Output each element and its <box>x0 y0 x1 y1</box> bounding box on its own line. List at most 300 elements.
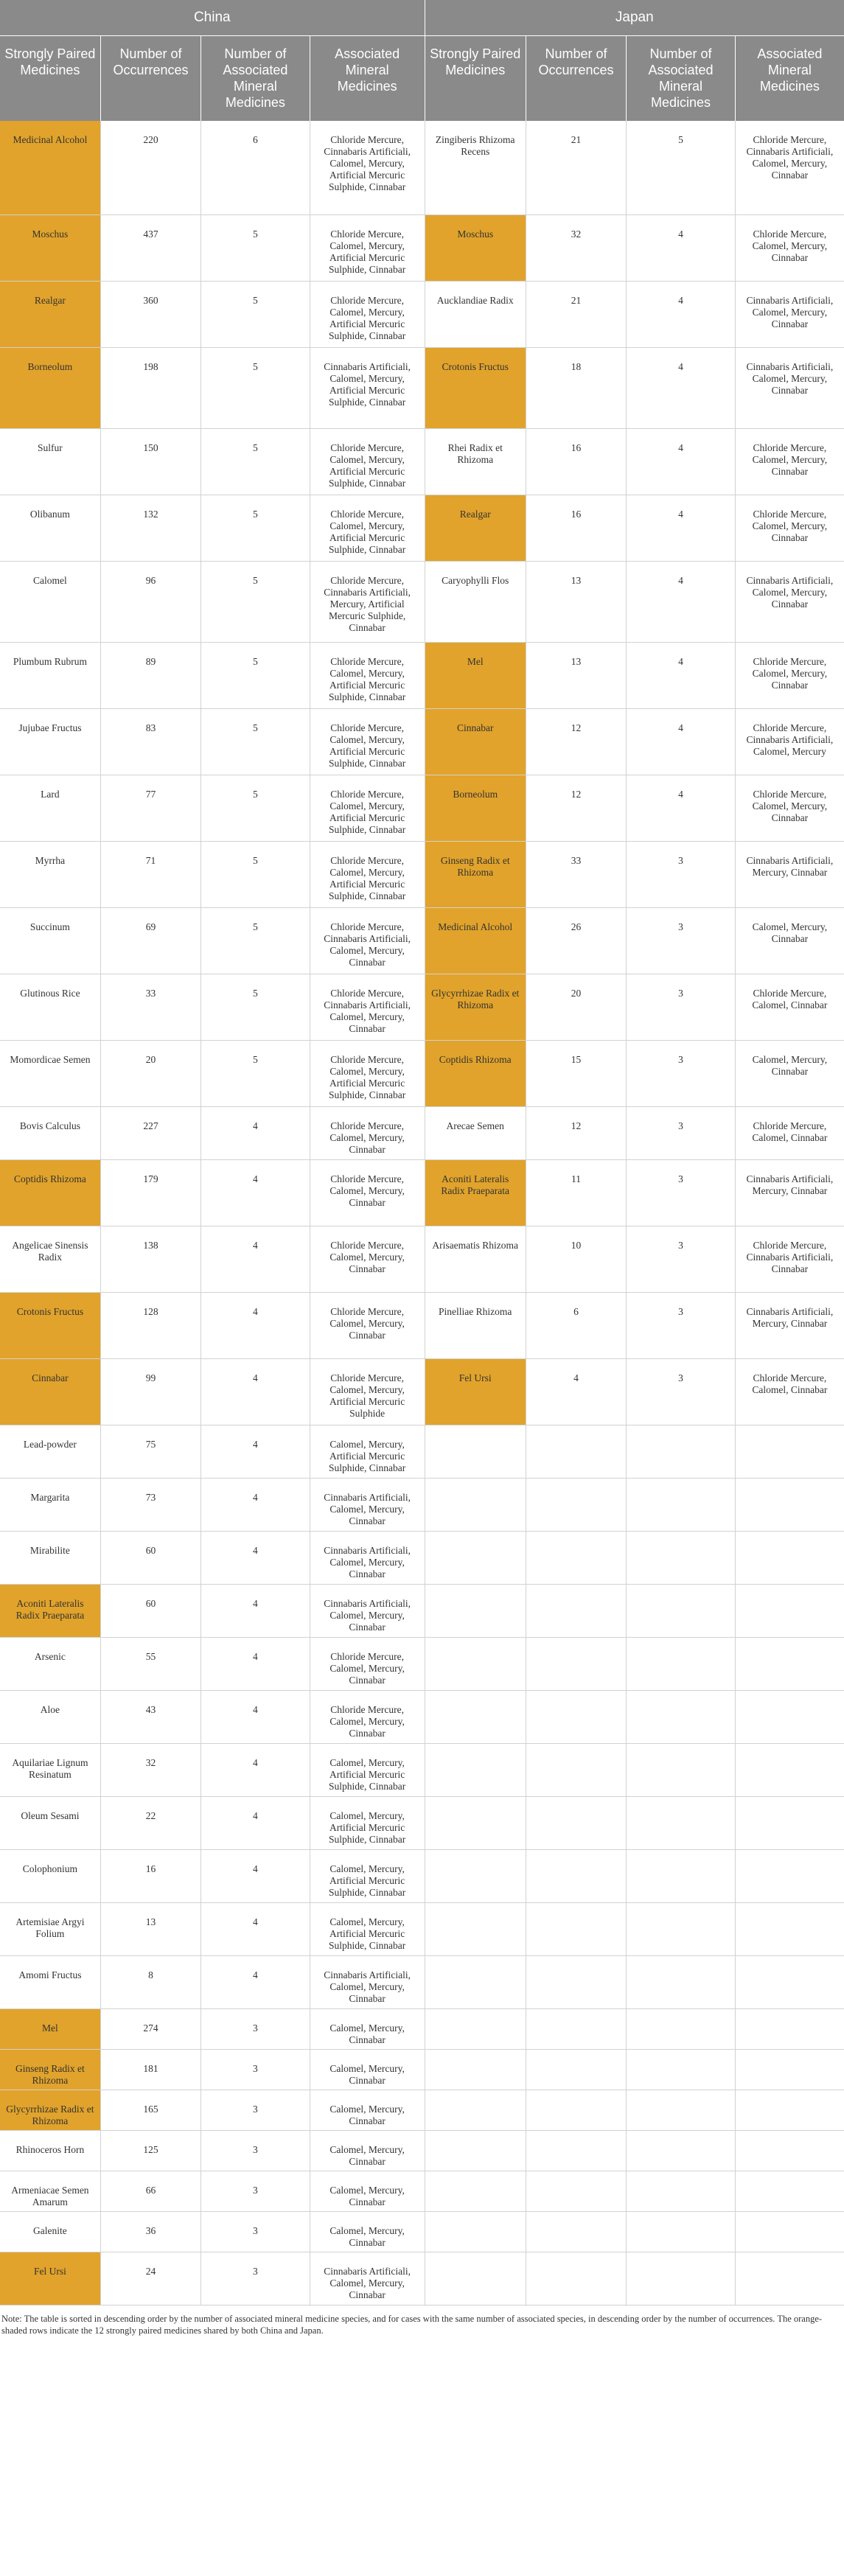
japan-count-cell <box>627 1638 736 1691</box>
china-count-cell: 5 <box>201 643 310 709</box>
china-count-cell: 3 <box>201 2212 310 2252</box>
japan-count-cell: 3 <box>627 1041 736 1107</box>
japan-occurrences-cell: 4 <box>526 1359 626 1425</box>
japan-minerals-cell: Chloride Mercure, Calomel, Mercury, Cinnabar <box>735 429 844 495</box>
china-minerals-cell: Calomel, Mercury, Cinnabar <box>310 2009 425 2050</box>
china-minerals-cell: Cinnabaris Artificiali, Calomel, Mercury, Cinnabar <box>310 1956 425 2009</box>
china-minerals-cell: Chloride Mercure, Cinnabaris Artificiali, Calomel, Mercury, Artificial Mercuric Sulphide, Cinnabar <box>310 121 425 215</box>
china-count-cell: 3 <box>201 2090 310 2131</box>
china-minerals-cell: Chloride Mercure, Cinnabaris Artificiali, Mercury, Artificial Mercuric Sulphide, Cinnabar <box>310 562 425 643</box>
japan-count-cell: 5 <box>627 121 736 215</box>
china-minerals-cell: Chloride Mercure, Calomel, Mercury, Artificial Mercuric Sulphide, Cinnabar <box>310 282 425 348</box>
china-count-cell: 6 <box>201 121 310 215</box>
japan-occurrences-cell <box>526 1479 626 1532</box>
table-row <box>0 709 844 775</box>
column-header-china-occurrences: Number of Occurrences <box>100 36 200 121</box>
japan-count-cell: 3 <box>627 1359 736 1425</box>
china-medicine-cell: Aloe <box>0 1691 100 1744</box>
japan-medicine-cell <box>425 2050 526 2090</box>
china-minerals-cell: Calomel, Mercury, Artificial Mercuric Sulphide, Cinnabar <box>310 1797 425 1850</box>
japan-minerals-cell: Chloride Mercure, Cinnabaris Artificiali, Cinnabar <box>735 1226 844 1293</box>
japan-minerals-cell: Chloride Mercure, Calomel, Mercury, Cinnabar <box>735 643 844 709</box>
table-row <box>0 1956 844 2009</box>
china-count-cell: 4 <box>201 1293 310 1359</box>
japan-minerals-cell <box>735 1744 844 1797</box>
japan-count-cell: 4 <box>627 775 736 842</box>
china-medicine-cell: Aconiti Lateralis Radix Praeparata <box>0 1585 100 1638</box>
japan-minerals-cell <box>735 2009 844 2050</box>
china-medicine-cell: Plumbum Rubrum <box>0 643 100 709</box>
china-count-cell: 3 <box>201 2009 310 2050</box>
japan-minerals-cell <box>735 1850 844 1903</box>
country-header-japan: Japan <box>425 0 844 36</box>
japan-count-cell <box>627 2131 736 2171</box>
japan-medicine-cell <box>425 2171 526 2212</box>
china-count-cell: 5 <box>201 429 310 495</box>
japan-count-cell: 3 <box>627 842 736 908</box>
japan-minerals-cell <box>735 1425 844 1479</box>
column-header-china-count: Number of Associated Mineral Medicines <box>201 36 310 121</box>
table-row <box>0 775 844 842</box>
china-medicine-cell: Cinnabar <box>0 1359 100 1425</box>
japan-occurrences-cell: 18 <box>526 348 626 429</box>
china-count-cell: 4 <box>201 1359 310 1425</box>
china-count-cell: 4 <box>201 1532 310 1585</box>
china-minerals-cell: Calomel, Mercury, Cinnabar <box>310 2212 425 2252</box>
japan-medicine-cell: Realgar <box>425 495 526 562</box>
china-occurrences-cell: 179 <box>100 1160 200 1226</box>
china-medicine-cell: Bovis Calculus <box>0 1107 100 1160</box>
china-medicine-cell: Momordicae Semen <box>0 1041 100 1107</box>
japan-occurrences-cell <box>526 2009 626 2050</box>
japan-medicine-cell <box>425 2212 526 2252</box>
table-row <box>0 2171 844 2212</box>
china-occurrences-cell: 16 <box>100 1850 200 1903</box>
china-minerals-cell: Chloride Mercure, Calomel, Mercury, Artificial Mercuric Sulphide, Cinnabar <box>310 1041 425 1107</box>
japan-minerals-cell: Cinnabaris Artificiali, Mercury, Cinnabar <box>735 1293 844 1359</box>
china-count-cell: 4 <box>201 1956 310 2009</box>
china-occurrences-cell: 20 <box>100 1041 200 1107</box>
japan-occurrences-cell <box>526 1691 626 1744</box>
japan-minerals-cell <box>735 1956 844 2009</box>
japan-medicine-cell <box>425 1903 526 1956</box>
china-count-cell: 4 <box>201 1479 310 1532</box>
japan-occurrences-cell <box>526 1903 626 1956</box>
china-medicine-cell: Borneolum <box>0 348 100 429</box>
japan-occurrences-cell: 21 <box>526 121 626 215</box>
japan-count-cell <box>627 1532 736 1585</box>
japan-occurrences-cell: 15 <box>526 1041 626 1107</box>
china-count-cell: 5 <box>201 908 310 974</box>
china-minerals-cell: Cinnabaris Artificiali, Calomel, Mercury, Artificial Mercuric Sulphide, Cinnabar <box>310 348 425 429</box>
japan-occurrences-cell <box>526 2252 626 2306</box>
japan-count-cell: 3 <box>627 974 736 1041</box>
japan-count-cell: 4 <box>627 282 736 348</box>
japan-minerals-cell <box>735 1585 844 1638</box>
china-medicine-cell: Mirabilite <box>0 1532 100 1585</box>
china-occurrences-cell: 22 <box>100 1797 200 1850</box>
china-medicine-cell: Sulfur <box>0 429 100 495</box>
japan-minerals-cell <box>735 2050 844 2090</box>
china-count-cell: 4 <box>201 1425 310 1479</box>
japan-medicine-cell: Moschus <box>425 215 526 282</box>
japan-minerals-cell: Chloride Mercure, Calomel, Cinnabar <box>735 1359 844 1425</box>
china-minerals-cell: Chloride Mercure, Calomel, Mercury, Cinnabar <box>310 1226 425 1293</box>
china-occurrences-cell: 43 <box>100 1691 200 1744</box>
table-row <box>0 1638 844 1691</box>
japan-medicine-cell: Arisaematis Rhizoma <box>425 1226 526 1293</box>
china-minerals-cell: Calomel, Mercury, Cinnabar <box>310 2090 425 2131</box>
japan-occurrences-cell: 11 <box>526 1160 626 1226</box>
japan-minerals-cell: Cinnabaris Artificiali, Calomel, Mercury, Cinnabar <box>735 562 844 643</box>
china-occurrences-cell: 83 <box>100 709 200 775</box>
table-row <box>0 1532 844 1585</box>
japan-medicine-cell <box>425 1479 526 1532</box>
china-medicine-cell: Coptidis Rhizoma <box>0 1160 100 1226</box>
china-occurrences-cell: 437 <box>100 215 200 282</box>
japan-occurrences-cell <box>526 1585 626 1638</box>
table-row <box>0 1425 844 1479</box>
china-occurrences-cell: 138 <box>100 1226 200 1293</box>
china-minerals-cell: Calomel, Mercury, Cinnabar <box>310 2050 425 2090</box>
country-header-row <box>0 0 844 36</box>
japan-occurrences-cell: 32 <box>526 215 626 282</box>
china-occurrences-cell: 99 <box>100 1359 200 1425</box>
japan-count-cell <box>627 2212 736 2252</box>
japan-count-cell <box>627 1479 736 1532</box>
table-row <box>0 1744 844 1797</box>
china-count-cell: 3 <box>201 2050 310 2090</box>
china-occurrences-cell: 125 <box>100 2131 200 2171</box>
table-row <box>0 974 844 1041</box>
japan-occurrences-cell <box>526 1797 626 1850</box>
table-row <box>0 842 844 908</box>
japan-medicine-cell: Ginseng Radix et Rhizoma <box>425 842 526 908</box>
china-count-cell: 4 <box>201 1107 310 1160</box>
china-count-cell: 4 <box>201 1638 310 1691</box>
japan-occurrences-cell: 12 <box>526 775 626 842</box>
table-row <box>0 1903 844 1956</box>
china-count-cell: 5 <box>201 215 310 282</box>
china-occurrences-cell: 128 <box>100 1293 200 1359</box>
japan-count-cell: 3 <box>627 1226 736 1293</box>
japan-minerals-cell: Cinnabaris Artificiali, Calomel, Mercury, Cinnabar <box>735 348 844 429</box>
china-medicine-cell: Amomi Fructus <box>0 1956 100 2009</box>
china-occurrences-cell: 36 <box>100 2212 200 2252</box>
japan-count-cell: 4 <box>627 643 736 709</box>
china-minerals-cell: Chloride Mercure, Calomel, Mercury, Artificial Mercuric Sulphide, Cinnabar <box>310 215 425 282</box>
japan-minerals-cell <box>735 1903 844 1956</box>
china-count-cell: 5 <box>201 709 310 775</box>
china-medicine-cell: Glycyrrhizae Radix et Rhizoma <box>0 2090 100 2131</box>
china-count-cell: 5 <box>201 348 310 429</box>
japan-count-cell <box>627 1956 736 2009</box>
japan-count-cell <box>627 2009 736 2050</box>
china-count-cell: 5 <box>201 775 310 842</box>
china-count-cell: 5 <box>201 562 310 643</box>
china-minerals-cell: Chloride Mercure, Calomel, Mercury, Artificial Mercuric Sulphide, Cinnabar <box>310 842 425 908</box>
country-header-china: China <box>0 0 425 36</box>
japan-minerals-cell: Cinnabaris Artificiali, Mercury, Cinnabar <box>735 842 844 908</box>
japan-count-cell: 4 <box>627 348 736 429</box>
japan-count-cell: 3 <box>627 1293 736 1359</box>
china-occurrences-cell: 33 <box>100 974 200 1041</box>
japan-count-cell <box>627 1585 736 1638</box>
table-row <box>0 1226 844 1293</box>
china-occurrences-cell: 360 <box>100 282 200 348</box>
japan-occurrences-cell: 10 <box>526 1226 626 1293</box>
japan-count-cell: 4 <box>627 429 736 495</box>
table-row <box>0 348 844 429</box>
japan-minerals-cell <box>735 1638 844 1691</box>
china-occurrences-cell: 96 <box>100 562 200 643</box>
china-count-cell: 5 <box>201 282 310 348</box>
japan-minerals-cell: Chloride Mercure, Calomel, Mercury, Cinnabar <box>735 215 844 282</box>
china-count-cell: 5 <box>201 1041 310 1107</box>
japan-count-cell: 4 <box>627 709 736 775</box>
japan-count-cell: 4 <box>627 495 736 562</box>
china-medicine-cell: Mel <box>0 2009 100 2050</box>
china-minerals-cell: Chloride Mercure, Calomel, Mercury, Cinnabar <box>310 1638 425 1691</box>
japan-medicine-cell: Fel Ursi <box>425 1359 526 1425</box>
china-medicine-cell: Fel Ursi <box>0 2252 100 2306</box>
china-medicine-cell: Galenite <box>0 2212 100 2252</box>
japan-medicine-cell: Rhei Radix et Rhizoma <box>425 429 526 495</box>
japan-occurrences-cell <box>526 1956 626 2009</box>
china-occurrences-cell: 66 <box>100 2171 200 2212</box>
china-count-cell: 5 <box>201 974 310 1041</box>
japan-minerals-cell: Cinnabaris Artificiali, Calomel, Mercury, Cinnabar <box>735 282 844 348</box>
table-row <box>0 1479 844 1532</box>
japan-minerals-cell <box>735 1691 844 1744</box>
column-header-row <box>0 36 844 121</box>
japan-occurrences-cell: 21 <box>526 282 626 348</box>
china-occurrences-cell: 8 <box>100 1956 200 2009</box>
japan-occurrences-cell <box>526 2050 626 2090</box>
japan-medicine-cell <box>425 1956 526 2009</box>
japan-minerals-cell <box>735 1479 844 1532</box>
china-occurrences-cell: 89 <box>100 643 200 709</box>
china-minerals-cell: Calomel, Mercury, Cinnabar <box>310 2171 425 2212</box>
china-medicine-cell: Jujubae Fructus <box>0 709 100 775</box>
japan-minerals-cell <box>735 2252 844 2306</box>
japan-count-cell: 4 <box>627 215 736 282</box>
china-count-cell: 4 <box>201 1850 310 1903</box>
japan-medicine-cell <box>425 2252 526 2306</box>
table-row <box>0 1797 844 1850</box>
china-count-cell: 4 <box>201 1160 310 1226</box>
china-occurrences-cell: 32 <box>100 1744 200 1797</box>
table-row <box>0 1585 844 1638</box>
japan-minerals-cell: Calomel, Mercury, Cinnabar <box>735 908 844 974</box>
china-occurrences-cell: 71 <box>100 842 200 908</box>
japan-occurrences-cell <box>526 1532 626 1585</box>
table-row <box>0 215 844 282</box>
japan-medicine-cell: Zingiberis Rhizoma Recens <box>425 121 526 215</box>
table-row <box>0 2050 844 2090</box>
china-count-cell: 4 <box>201 1226 310 1293</box>
japan-count-cell <box>627 2252 736 2306</box>
china-count-cell: 4 <box>201 1585 310 1638</box>
column-header-japan-paired: Strongly Paired Medicines <box>425 36 526 121</box>
china-occurrences-cell: 13 <box>100 1903 200 1956</box>
japan-medicine-cell <box>425 1425 526 1479</box>
china-minerals-cell: Chloride Mercure, Cinnabaris Artificiali, Calomel, Mercury, Cinnabar <box>310 974 425 1041</box>
japan-medicine-cell: Caryophylli Flos <box>425 562 526 643</box>
japan-count-cell <box>627 1744 736 1797</box>
table-row <box>0 495 844 562</box>
japan-count-cell: 3 <box>627 1160 736 1226</box>
japan-occurrences-cell: 13 <box>526 562 626 643</box>
japan-minerals-cell <box>735 2090 844 2131</box>
japan-medicine-cell <box>425 2131 526 2171</box>
table-row <box>0 643 844 709</box>
japan-minerals-cell <box>735 2171 844 2212</box>
japan-medicine-cell: Aucklandiae Radix <box>425 282 526 348</box>
japan-medicine-cell <box>425 2090 526 2131</box>
china-minerals-cell: Chloride Mercure, Cinnabaris Artificiali, Calomel, Mercury, Cinnabar <box>310 908 425 974</box>
china-occurrences-cell: 24 <box>100 2252 200 2306</box>
japan-occurrences-cell <box>526 2090 626 2131</box>
china-minerals-cell: Cinnabaris Artificiali, Calomel, Mercury, Cinnabar <box>310 2252 425 2306</box>
china-minerals-cell: Calomel, Mercury, Artificial Mercuric Sulphide, Cinnabar <box>310 1425 425 1479</box>
japan-count-cell <box>627 1691 736 1744</box>
japan-medicine-cell <box>425 1850 526 1903</box>
china-occurrences-cell: 75 <box>100 1425 200 1479</box>
china-minerals-cell: Chloride Mercure, Calomel, Mercury, Artificial Mercuric Sulphide, Cinnabar <box>310 775 425 842</box>
japan-medicine-cell: Aconiti Lateralis Radix Praeparata <box>425 1160 526 1226</box>
china-occurrences-cell: 60 <box>100 1532 200 1585</box>
china-minerals-cell: Calomel, Mercury, Cinnabar <box>310 2131 425 2171</box>
china-count-cell: 4 <box>201 1903 310 1956</box>
japan-count-cell <box>627 1850 736 1903</box>
japan-minerals-cell <box>735 1532 844 1585</box>
japan-occurrences-cell <box>526 2171 626 2212</box>
china-medicine-cell: Artemisiae Argyi Folium <box>0 1903 100 1956</box>
table-row <box>0 1691 844 1744</box>
japan-medicine-cell: Crotonis Fructus <box>425 348 526 429</box>
table-row <box>0 2212 844 2252</box>
japan-medicine-cell: Medicinal Alcohol <box>425 908 526 974</box>
japan-medicine-cell <box>425 1744 526 1797</box>
japan-minerals-cell: Chloride Mercure, Calomel, Mercury, Cinnabar <box>735 775 844 842</box>
table-row <box>0 908 844 974</box>
column-header-china-minerals: Associated Mineral Medicines <box>310 36 425 121</box>
china-medicine-cell: Rhinoceros Horn <box>0 2131 100 2171</box>
china-medicine-cell: Margarita <box>0 1479 100 1532</box>
japan-medicine-cell: Arecae Semen <box>425 1107 526 1160</box>
china-occurrences-cell: 150 <box>100 429 200 495</box>
china-occurrences-cell: 132 <box>100 495 200 562</box>
china-count-cell: 4 <box>201 1797 310 1850</box>
japan-occurrences-cell <box>526 1744 626 1797</box>
china-minerals-cell: Chloride Mercure, Calomel, Mercury, Artificial Mercuric Sulphide, Cinnabar <box>310 709 425 775</box>
china-minerals-cell: Chloride Mercure, Calomel, Mercury, Cinnabar <box>310 1293 425 1359</box>
china-medicine-cell: Myrrha <box>0 842 100 908</box>
table-row <box>0 2252 844 2306</box>
table-row <box>0 1160 844 1226</box>
japan-count-cell <box>627 2090 736 2131</box>
table-row <box>0 2090 844 2131</box>
table-note: Note: The table is sorted in descending order by the number of associated mineral medicine species, and for cases with the same number of associated species, in descending order by the number of occurrences. The orange-shaded rows indicate the 12 strongly paired medicines shared by both China and Japan. <box>1 2314 823 2336</box>
china-occurrences-cell: 227 <box>100 1107 200 1160</box>
japan-medicine-cell: Borneolum <box>425 775 526 842</box>
china-count-cell: 3 <box>201 2171 310 2212</box>
japan-minerals-cell <box>735 2212 844 2252</box>
japan-count-cell: 3 <box>627 1107 736 1160</box>
table-row <box>0 282 844 348</box>
china-minerals-cell: Cinnabaris Artificiali, Calomel, Mercury, Cinnabar <box>310 1532 425 1585</box>
table-row <box>0 2131 844 2171</box>
japan-occurrences-cell: 6 <box>526 1293 626 1359</box>
japan-medicine-cell: Cinnabar <box>425 709 526 775</box>
china-medicine-cell: Ginseng Radix et Rhizoma <box>0 2050 100 2090</box>
japan-minerals-cell: Chloride Mercure, Calomel, Cinnabar <box>735 1107 844 1160</box>
japan-medicine-cell: Mel <box>425 643 526 709</box>
china-minerals-cell: Chloride Mercure, Calomel, Mercury, Cinnabar <box>310 1107 425 1160</box>
china-occurrences-cell: 69 <box>100 908 200 974</box>
china-minerals-cell: Chloride Mercure, Calomel, Mercury, Artificial Mercuric Sulphide <box>310 1359 425 1425</box>
table-row <box>0 1293 844 1359</box>
table-header <box>0 0 844 121</box>
china-minerals-cell: Cinnabaris Artificiali, Calomel, Mercury, Cinnabar <box>310 1585 425 1638</box>
japan-occurrences-cell <box>526 1638 626 1691</box>
china-occurrences-cell: 77 <box>100 775 200 842</box>
china-medicine-cell: Moschus <box>0 215 100 282</box>
china-count-cell: 4 <box>201 1691 310 1744</box>
china-minerals-cell: Calomel, Mercury, Artificial Mercuric Sulphide, Cinnabar <box>310 1903 425 1956</box>
china-medicine-cell: Lead-powder <box>0 1425 100 1479</box>
japan-minerals-cell: Calomel, Mercury, Cinnabar <box>735 1041 844 1107</box>
china-occurrences-cell: 73 <box>100 1479 200 1532</box>
table-row <box>0 121 844 215</box>
japan-count-cell: 4 <box>627 562 736 643</box>
china-medicine-cell: Succinum <box>0 908 100 974</box>
japan-occurrences-cell: 26 <box>526 908 626 974</box>
china-medicine-cell: Crotonis Fructus <box>0 1293 100 1359</box>
japan-medicine-cell <box>425 1638 526 1691</box>
china-medicine-cell: Aquilariae Lignum Resinatum <box>0 1744 100 1797</box>
china-medicine-cell: Realgar <box>0 282 100 348</box>
china-occurrences-cell: 60 <box>100 1585 200 1638</box>
japan-medicine-cell <box>425 1585 526 1638</box>
japan-minerals-cell: Chloride Mercure, Cinnabaris Artificiali, Calomel, Mercury, Cinnabar <box>735 121 844 215</box>
japan-count-cell <box>627 1797 736 1850</box>
japan-minerals-cell: Chloride Mercure, Calomel, Cinnabar <box>735 974 844 1041</box>
japan-medicine-cell: Glycyrrhizae Radix et Rhizoma <box>425 974 526 1041</box>
japan-medicine-cell <box>425 1797 526 1850</box>
china-minerals-cell: Chloride Mercure, Calomel, Mercury, Cinnabar <box>310 1160 425 1226</box>
china-medicine-cell: Glutinous Rice <box>0 974 100 1041</box>
japan-occurrences-cell: 12 <box>526 1107 626 1160</box>
table-row <box>0 562 844 643</box>
table-row <box>0 1850 844 1903</box>
japan-count-cell <box>627 1425 736 1479</box>
china-minerals-cell: Chloride Mercure, Calomel, Mercury, Artificial Mercuric Sulphide, Cinnabar <box>310 429 425 495</box>
japan-occurrences-cell <box>526 1850 626 1903</box>
china-medicine-cell: Olibanum <box>0 495 100 562</box>
china-occurrences-cell: 181 <box>100 2050 200 2090</box>
china-medicine-cell: Medicinal Alcohol <box>0 121 100 215</box>
japan-occurrences-cell: 13 <box>526 643 626 709</box>
japan-minerals-cell: Cinnabaris Artificiali, Mercury, Cinnabar <box>735 1160 844 1226</box>
table-row <box>0 1359 844 1425</box>
table-row <box>0 1107 844 1160</box>
japan-occurrences-cell: 33 <box>526 842 626 908</box>
column-header-japan-count: Number of Associated Mineral Medicines <box>627 36 736 121</box>
china-count-cell: 5 <box>201 842 310 908</box>
china-occurrences-cell: 55 <box>100 1638 200 1691</box>
